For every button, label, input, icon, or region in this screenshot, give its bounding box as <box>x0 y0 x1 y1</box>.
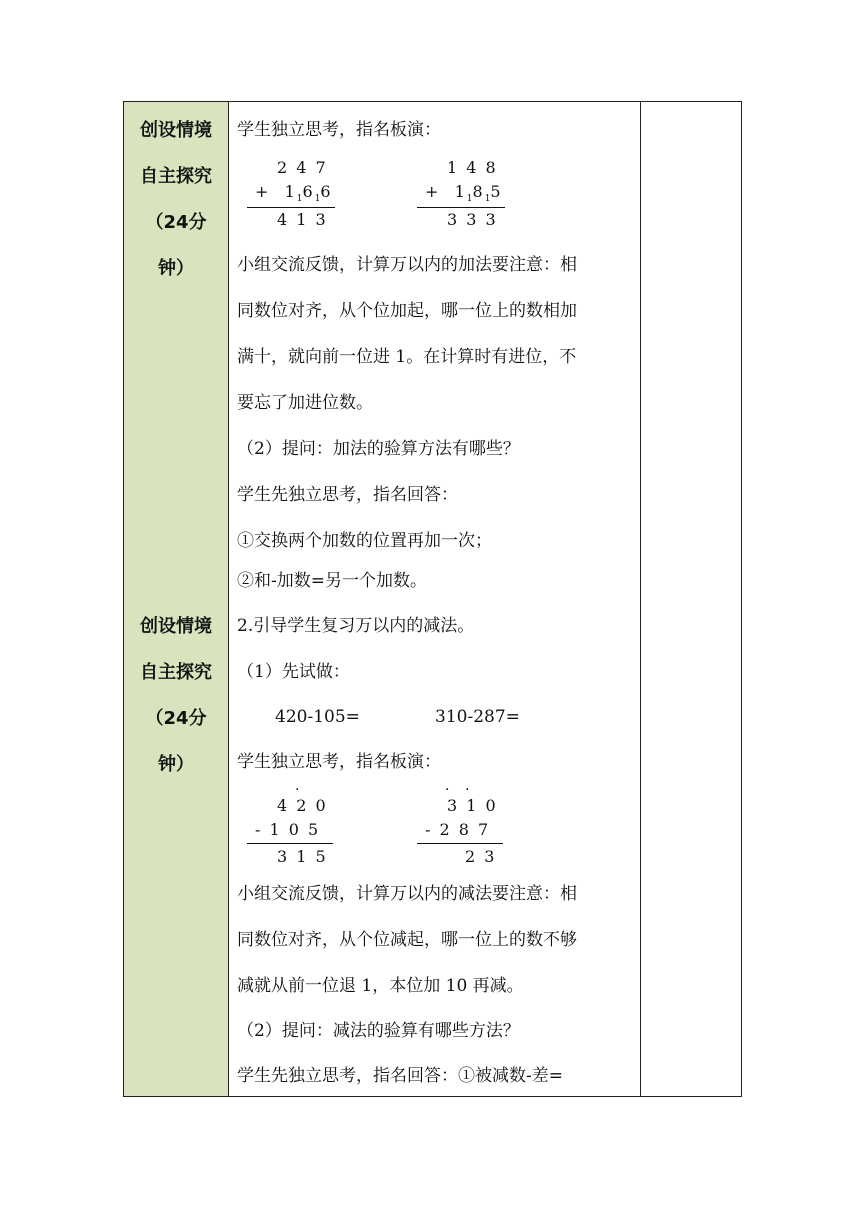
text-line: 学生独立思考，指名板演： <box>237 120 441 140</box>
digit: 6 <box>320 182 333 201</box>
plus-sign: + <box>425 182 441 201</box>
borrow-dot: · <box>465 782 470 798</box>
subtrahend: - 2 8 7 <box>425 820 491 839</box>
subtraction-vertical-1 <box>247 778 357 868</box>
borrow-dot: · <box>295 782 300 798</box>
text-line: 学生独立思考，指名板演： <box>237 752 441 772</box>
carry-mark: 1 <box>466 194 473 204</box>
text-line: 同数位对齐，从个位减起，哪一位上的数不够 <box>237 930 577 950</box>
stage-label-line: （24分 <box>145 212 207 233</box>
stage-label-1 <box>124 108 228 292</box>
text-line: （1）先试做： <box>237 662 350 682</box>
addition-vertical-2 <box>417 158 527 238</box>
text-line: 学生先独立思考，指名回答：①被减数-差= <box>237 1066 563 1086</box>
stage-label-line: 创设情境 <box>140 616 212 637</box>
minuend: 3 1 0 <box>447 796 498 815</box>
addend-bottom <box>255 182 333 204</box>
stage-label-2 <box>124 604 228 788</box>
subtraction-vertical-2 <box>417 778 527 868</box>
text-line: （2）提问：加法的验算方法有哪些？ <box>237 439 520 459</box>
stage-label-line: 自主探究 <box>140 662 212 683</box>
difference-result: 2 3 <box>465 847 497 866</box>
digit: 5 <box>490 182 503 201</box>
lesson-table <box>123 101 742 1097</box>
exercise-2: 310-287= <box>435 707 520 727</box>
sum-result: 4 1 3 <box>277 210 328 229</box>
text-line: （2）提问：减法的验算有哪些方法？ <box>237 1021 520 1041</box>
text-line: 小组交流反馈，计算万以内的减法要注意：相 <box>237 884 577 904</box>
text-line: 减就从前一位退 1，本位加 10 再减。 <box>237 976 524 996</box>
digit: 6 <box>302 182 315 201</box>
carry-mark: 1 <box>296 194 303 204</box>
addend-top: 1 4 8 <box>447 158 498 177</box>
borrow-dot: · <box>445 782 450 798</box>
text-line: ①交换两个加数的位置再加一次； <box>237 531 492 551</box>
carry-mark: 1 <box>314 194 321 204</box>
minuend: 4 2 0 <box>277 796 328 815</box>
text-line: 满十，就向前一位进 1。在计算时有进位，不 <box>237 347 577 367</box>
digit: 8 <box>472 182 485 201</box>
text-line: 2.引导学生复习万以内的减法。 <box>237 616 475 636</box>
addend-bottom <box>425 182 503 204</box>
stage-column <box>124 102 229 1096</box>
digit: 1 <box>454 182 467 201</box>
difference-rule <box>247 843 333 844</box>
stage-label-line: 钟） <box>158 258 194 279</box>
text-line: 同数位对齐，从个位加起，哪一位上的数相加 <box>237 301 577 321</box>
sum-result: 3 3 3 <box>447 210 498 229</box>
digit: 1 <box>284 182 297 201</box>
stage-label-line: 创设情境 <box>140 120 212 141</box>
sum-rule <box>417 207 505 208</box>
addend-top: 2 4 7 <box>277 158 328 177</box>
stage-label-line: 自主探究 <box>140 166 212 187</box>
column-divider <box>640 102 641 1096</box>
exercise-1: 420-105= <box>275 707 360 727</box>
difference-result: 3 1 5 <box>277 847 328 866</box>
addition-vertical-1 <box>247 158 357 238</box>
text-line: 小组交流反馈，计算万以内的加法要注意：相 <box>237 255 577 275</box>
sum-rule <box>247 207 335 208</box>
subtrahend: - 1 0 5 <box>255 820 321 839</box>
plus-sign: + <box>255 182 271 201</box>
stage-label-line: （24分 <box>145 708 207 729</box>
text-line: 要忘了加进位数。 <box>237 393 373 413</box>
stage-label-line: 钟） <box>158 754 194 775</box>
difference-rule <box>417 843 503 844</box>
text-line: ②和-加数=另一个加数。 <box>237 571 427 591</box>
carry-mark: 1 <box>484 194 491 204</box>
text-line: 学生先独立思考，指名回答： <box>237 485 458 505</box>
